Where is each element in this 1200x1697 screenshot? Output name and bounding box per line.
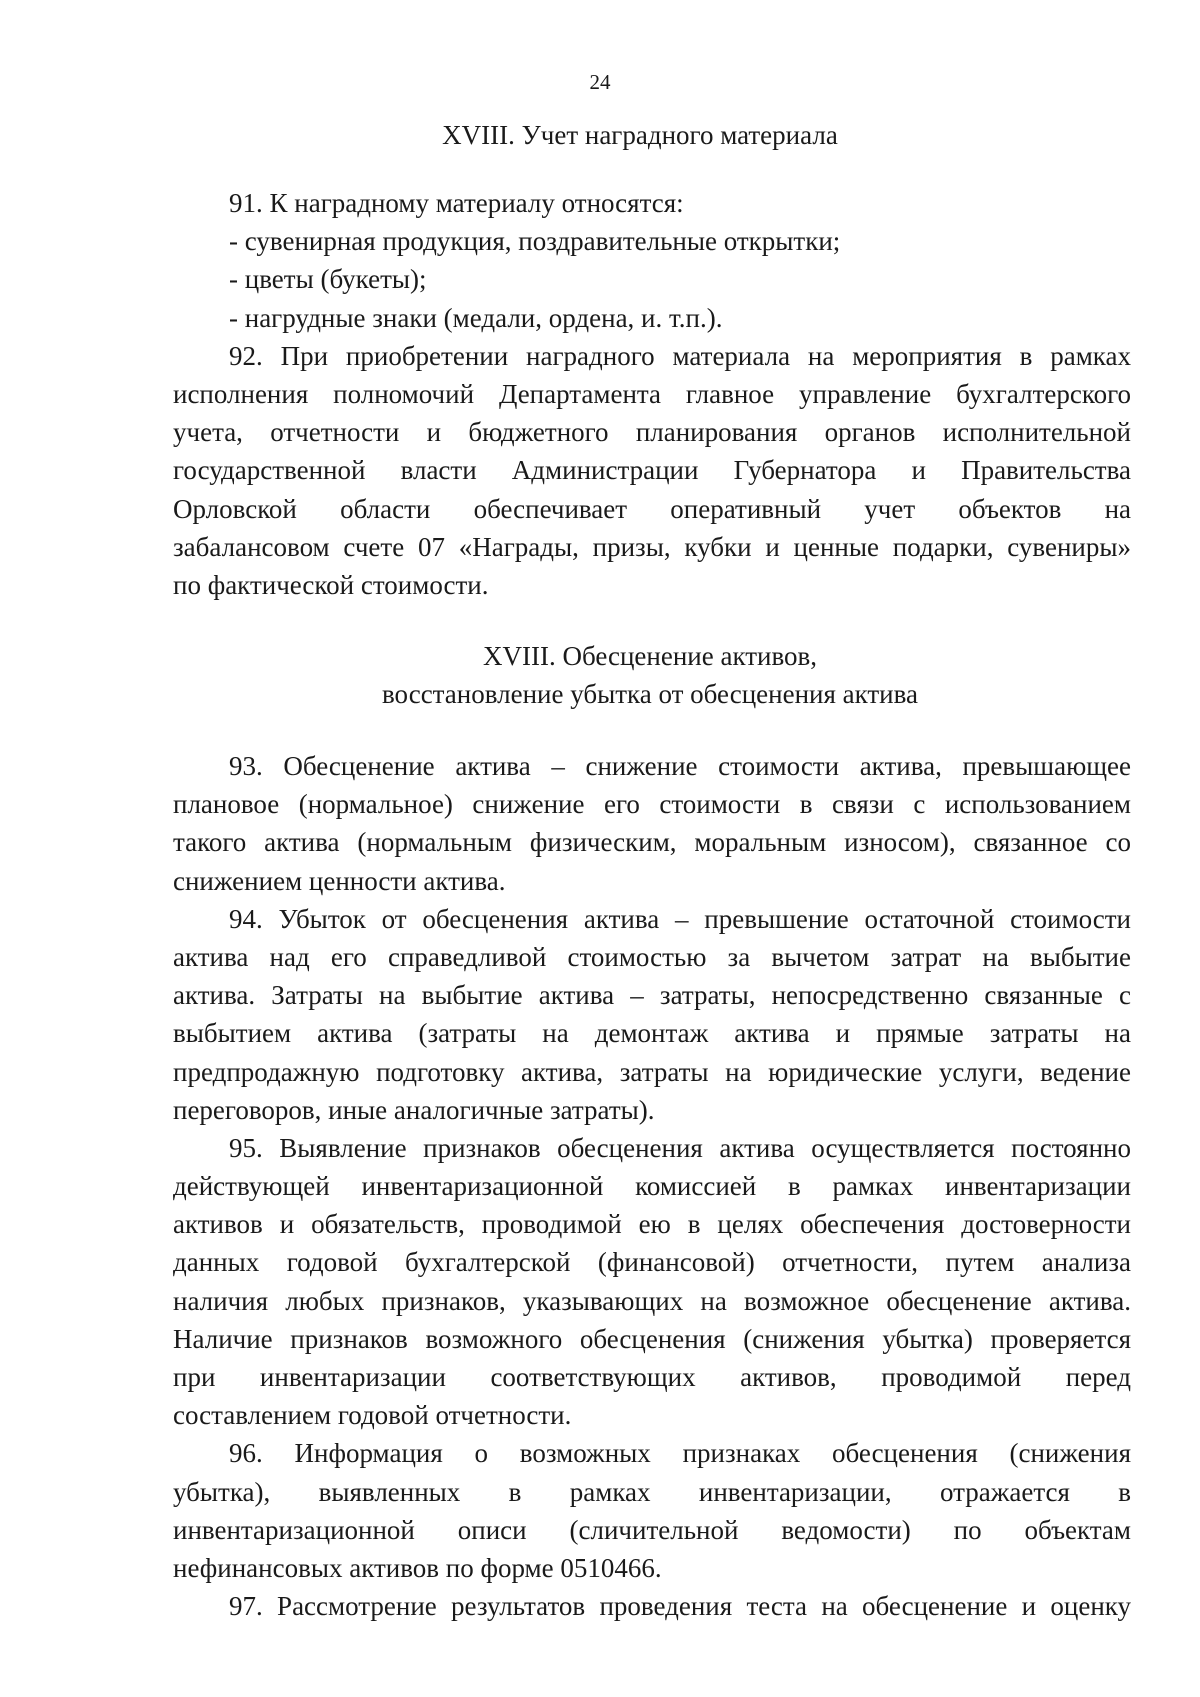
section-title-asset-impairment [50,637,1200,713]
text-line: действующей инвентаризационной комиссией в рамках инвентаризации [173,1171,1131,1202]
text-line: 94. Убыток от обесценения актива – превышение остаточной стоимости [229,903,1131,934]
text-line: убытка), выявленных в рамках инвентаризации, отражается в [173,1476,1131,1507]
text-line: - сувенирная продукция, поздравительные открытки; [229,226,841,257]
page-number: 24 [589,70,611,94]
text-line: 92. При приобретении наградного материала на мероприятия в рамках [229,340,1131,371]
text-line: выбытием актива (затраты на демонтаж актива и прямые затраты на [173,1018,1131,1049]
text-line: забалансовом счете 07 «Награды, призы, кубки и ценные подарки, сувениры» [173,531,1131,562]
text-line: предпродажную подготовку актива, затраты на юридические услуги, ведение [173,1056,1131,1087]
text-line: 93. Обесценение актива – снижение стоимости актива, превышающее [229,751,1131,781]
text-line: учета, отчетности и бюджетного планирования органов исполнительной [173,417,1131,448]
section-title-award-material: XVIII. Учет наградного материала [442,120,838,150]
text-line: при инвентаризации соответствующих активов, проводимой перед [173,1362,1131,1392]
text-line: Наличие признаков возможного обесценения (снижения убытка) проверяется [173,1323,1131,1354]
text-line: такого актива (нормальным физическим, моральным износом), связанное со [173,827,1131,858]
text-line: 96. Информация о возможных признаках обесценения (снижения [229,1438,1131,1469]
text-line: инвентаризационной описи (сличительной ведомости) по объектам [173,1514,1131,1545]
text-line: активов и обязательств, проводимой ею в целях обеспечения достоверности [173,1209,1131,1240]
text-line: наличия любых признаков, указывающих на возможное обесценение актива. [173,1285,1131,1316]
text-line: плановое (нормальное) снижение его стоимости в связи с использованием [173,789,1131,820]
section-title-line-1: XVIII. Обесценение активов, [482,641,818,671]
text-line: 97. Рассмотрение результатов проведения теста на обесценение и оценку [229,1591,1131,1622]
section-body-award-material [173,184,1131,604]
text-line: нефинансовых активов по форме 0510466. [173,1552,662,1583]
text-line: переговоров, иные аналогичные затраты). [173,1094,655,1125]
text-line: актива над его справедливой стоимостью за вычетом затрат на выбытие [173,941,1131,972]
section-title-line-2: восстановление убытка от обесценения актива [381,679,919,709]
text-line: данных годовой бухгалтерской (финансовой) отчетности, путем анализа [173,1247,1131,1278]
text-line: по фактической стоимости. [173,569,489,600]
text-line: составлением годовой отчетности. [173,1400,572,1431]
section-body-asset-impairment [173,747,1131,1625]
text-line: - цветы (букеты); [229,264,427,295]
text-line: Орловской области обеспечивает оперативный учет объектов на [173,493,1131,524]
text-line: государственной власти Администрации Губернатора и Правительства [173,455,1131,486]
text-line: 95. Выявление признаков обесценения актива осуществляется постоянно [229,1132,1131,1163]
text-line: 91. К наградному материалу относятся: [229,188,684,218]
text-line: актива. Затраты на выбытие актива – затраты, непосредственно связанные с [173,980,1131,1011]
text-line: снижением ценности актива. [173,865,506,896]
text-line: исполнения полномочий Департамента главное управление бухгалтерского [173,378,1131,409]
text-line: - нагрудные знаки (медали, ордена, и. т.п.). [229,302,723,333]
